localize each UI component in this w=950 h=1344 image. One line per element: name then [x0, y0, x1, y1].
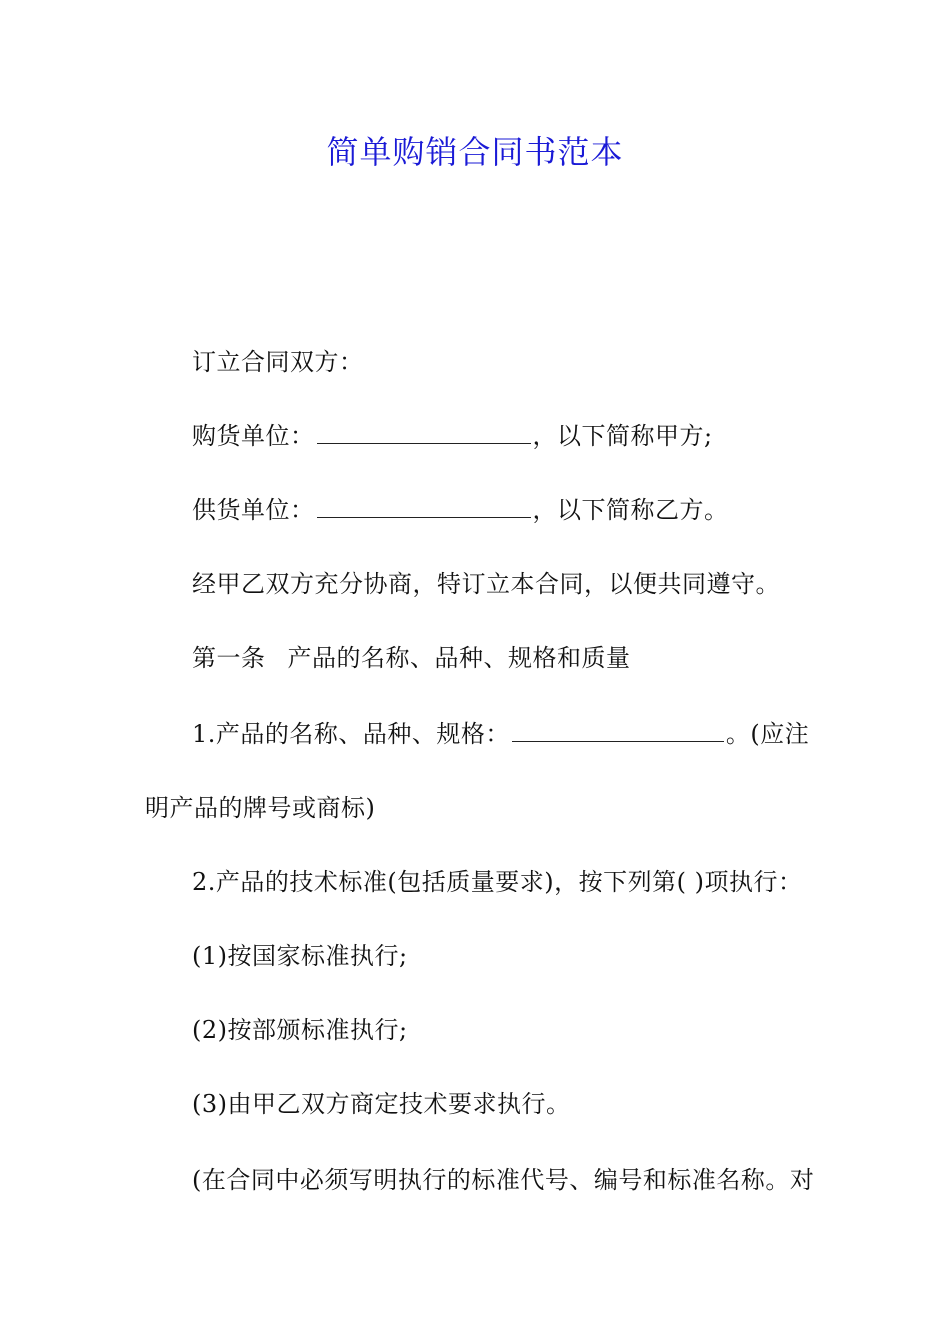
parties-heading: 订立合同双方： [192, 348, 364, 376]
item1-suffix: 。(应注 [725, 720, 810, 748]
option2-line: (2)按部颁标准执行; [192, 1016, 408, 1044]
document-title: 简单购销合同书范本 [326, 133, 624, 171]
item2-line: 2.产品的技术标准(包括质量要求)，按下列第( )项执行： [192, 868, 803, 896]
buyer-label: 购货单位： [192, 422, 315, 450]
seller-label: 供货单位： [192, 496, 315, 524]
note-line: (在合同中必须写明执行的标准代号、编号和标准名称。对 [192, 1166, 815, 1194]
seller-line [192, 492, 729, 528]
agreement-intro: 经甲乙双方充分协商，特订立本合同，以便共同遵守。 [192, 570, 780, 598]
article1-heading [192, 640, 631, 676]
seller-suffix: ，以下简称乙方。 [532, 496, 729, 524]
article1-title: 产品的名称、品种、规格和质量 [287, 644, 631, 672]
option1-line: (1)按国家标准执行; [192, 942, 408, 970]
item1-continuation: 明产品的牌号或商标) [145, 794, 376, 822]
option3-line: (3)由甲乙双方商定技术要求执行。 [192, 1090, 571, 1118]
item1-text: 1.产品的名称、品种、规格： [192, 720, 510, 748]
buyer-suffix: ，以下简称甲方; [532, 422, 713, 450]
item1-blank [512, 719, 724, 742]
item1-line [192, 716, 809, 752]
seller-blank [317, 495, 531, 518]
buyer-line [192, 418, 713, 454]
buyer-blank [317, 421, 531, 444]
article1-number: 第一条 [192, 644, 266, 672]
